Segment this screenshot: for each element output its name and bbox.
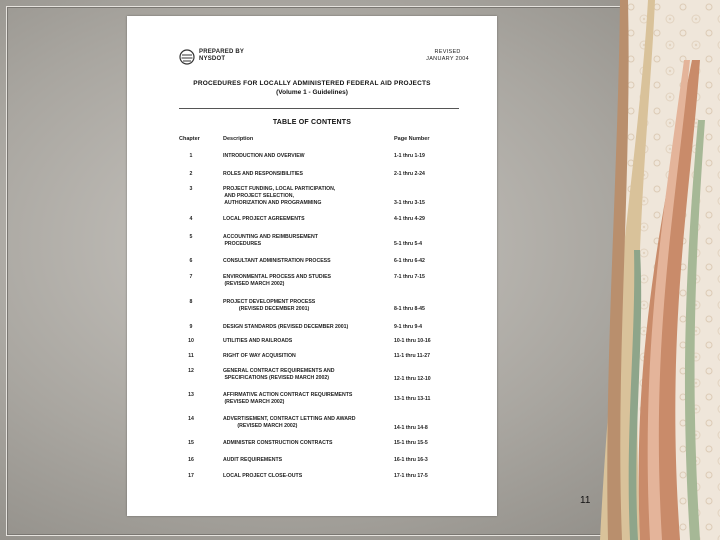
toc-description: LOCAL PROJECT CLOSE-OUTS	[223, 473, 303, 479]
scanned-document-page	[127, 16, 497, 516]
toc-page-range: 2-1 thru 2-24	[394, 171, 425, 177]
document-subtitle: (Volume 1 - Guidelines)	[276, 89, 348, 96]
toc-chapter-number: 1	[189, 153, 193, 159]
toc-page-range: 12-1 thru 12-10	[394, 376, 431, 382]
prepared-by-block	[199, 49, 244, 63]
toc-page-range: 17-1 thru 17-5	[394, 473, 428, 479]
toc-description: ENVIRONMENTAL PROCESS AND STUDIES (REVISED MARCH 2002)	[223, 274, 331, 287]
toc-chapter-number: 5	[189, 234, 193, 240]
column-header-page-number: Page Number	[394, 136, 430, 142]
document-header	[179, 46, 469, 70]
revised-date: JANUARY 2004	[426, 56, 469, 62]
toc-heading: TABLE OF CONTENTS	[272, 119, 352, 126]
header-divider	[179, 108, 459, 109]
toc-page-range: 8-1 thru 8-45	[394, 306, 425, 312]
toc-chapter-number: 17	[188, 473, 194, 479]
toc-chapter-number: 12	[188, 368, 194, 374]
toc-description: PROJECT FUNDING, LOCAL PARTICIPATION, AND PROJECT SELECTION, AUTHORIZATION AND PROGRAMMING	[223, 186, 336, 206]
toc-chapter-number: 16	[188, 457, 194, 463]
toc-description: CONSULTANT ADMINISTRATION PROCESS	[223, 258, 331, 264]
toc-page-range: 11-1 thru 11-27	[394, 353, 431, 359]
toc-chapter-number: 4	[189, 216, 193, 222]
toc-page-range: 9-1 thru 9-4	[394, 324, 422, 330]
toc-description: ACCOUNTING AND REIMBURSEMENT PROCEDURES	[223, 234, 318, 247]
toc-description: ADVERTISEMENT, CONTRACT LETTING AND AWARD (REVISED MARCH 2002)	[223, 416, 356, 429]
toc-page-range: 5-1 thru 5-4	[394, 241, 422, 247]
toc-chapter-number: 15	[188, 440, 194, 446]
toc-description: AUDIT REQUIREMENTS	[223, 457, 283, 463]
toc-description: UTILITIES AND RAILROADS	[223, 338, 293, 344]
toc-description: ROLES AND RESPONSIBILITIES	[223, 171, 303, 177]
prepared-by-label: PREPARED BY	[199, 49, 245, 55]
toc-page-range: 7-1 thru 7-15	[394, 274, 425, 280]
column-header-chapter: Chapter	[179, 136, 200, 142]
toc-description: ADMINISTER CONSTRUCTION CONTRACTS	[223, 440, 333, 446]
toc-chapter-number: 9	[189, 324, 193, 330]
revised-label: REVISED	[434, 49, 461, 55]
revision-block	[426, 49, 469, 63]
toc-description: PROJECT DEVELOPMENT PROCESS (REVISED DECEMBER 2001)	[223, 299, 316, 312]
document-title: PROCEDURES FOR LOCALLY ADMINISTERED FEDERAL AID PROJECTS	[193, 80, 431, 87]
toc-chapter-number: 10	[188, 338, 194, 344]
toc-chapter-number: 7	[189, 274, 193, 280]
toc-description: RIGHT OF WAY ACQUISITION	[223, 353, 296, 359]
nysdot-logo-icon	[179, 49, 195, 65]
toc-chapter-number: 2	[189, 171, 193, 177]
agency-name: NYSDOT	[199, 56, 226, 62]
toc-chapter-number: 13	[188, 392, 194, 398]
toc-page-range: 3-1 thru 3-15	[394, 200, 425, 206]
toc-chapter-number: 3	[189, 186, 193, 192]
toc-description: LOCAL PROJECT AGREEMENTS	[223, 216, 305, 222]
toc-page-range: 13-1 thru 13-11	[394, 396, 431, 402]
toc-page-range: 6-1 thru 6-42	[394, 258, 425, 264]
slide-page-number: 11	[580, 495, 591, 506]
toc-page-range: 1-1 thru 1-19	[394, 153, 425, 159]
toc-page-range: 10-1 thru 10-16	[394, 338, 431, 344]
toc-page-range: 14-1 thru 14-8	[394, 425, 428, 431]
column-header-description: Description	[223, 136, 254, 142]
toc-description: GENERAL CONTRACT REQUIREMENTS AND SPECIFICATIONS (REVISED MARCH 2002)	[223, 368, 335, 381]
toc-description: INTRODUCTION AND OVERVIEW	[223, 153, 305, 159]
toc-page-range: 4-1 thru 4-29	[394, 216, 425, 222]
toc-description: AFFIRMATIVE ACTION CONTRACT REQUIREMENTS (REVISED MARCH 2002)	[223, 392, 353, 405]
toc-chapter-number: 6	[189, 258, 193, 264]
toc-page-range: 16-1 thru 16-3	[394, 457, 428, 463]
toc-chapter-number: 14	[188, 416, 194, 422]
toc-chapter-number: 8	[189, 299, 193, 305]
toc-page-range: 15-1 thru 15-5	[394, 440, 428, 446]
toc-chapter-number: 11	[188, 353, 194, 359]
toc-description: DESIGN STANDARDS (REVISED DECEMBER 2001)	[223, 324, 349, 330]
